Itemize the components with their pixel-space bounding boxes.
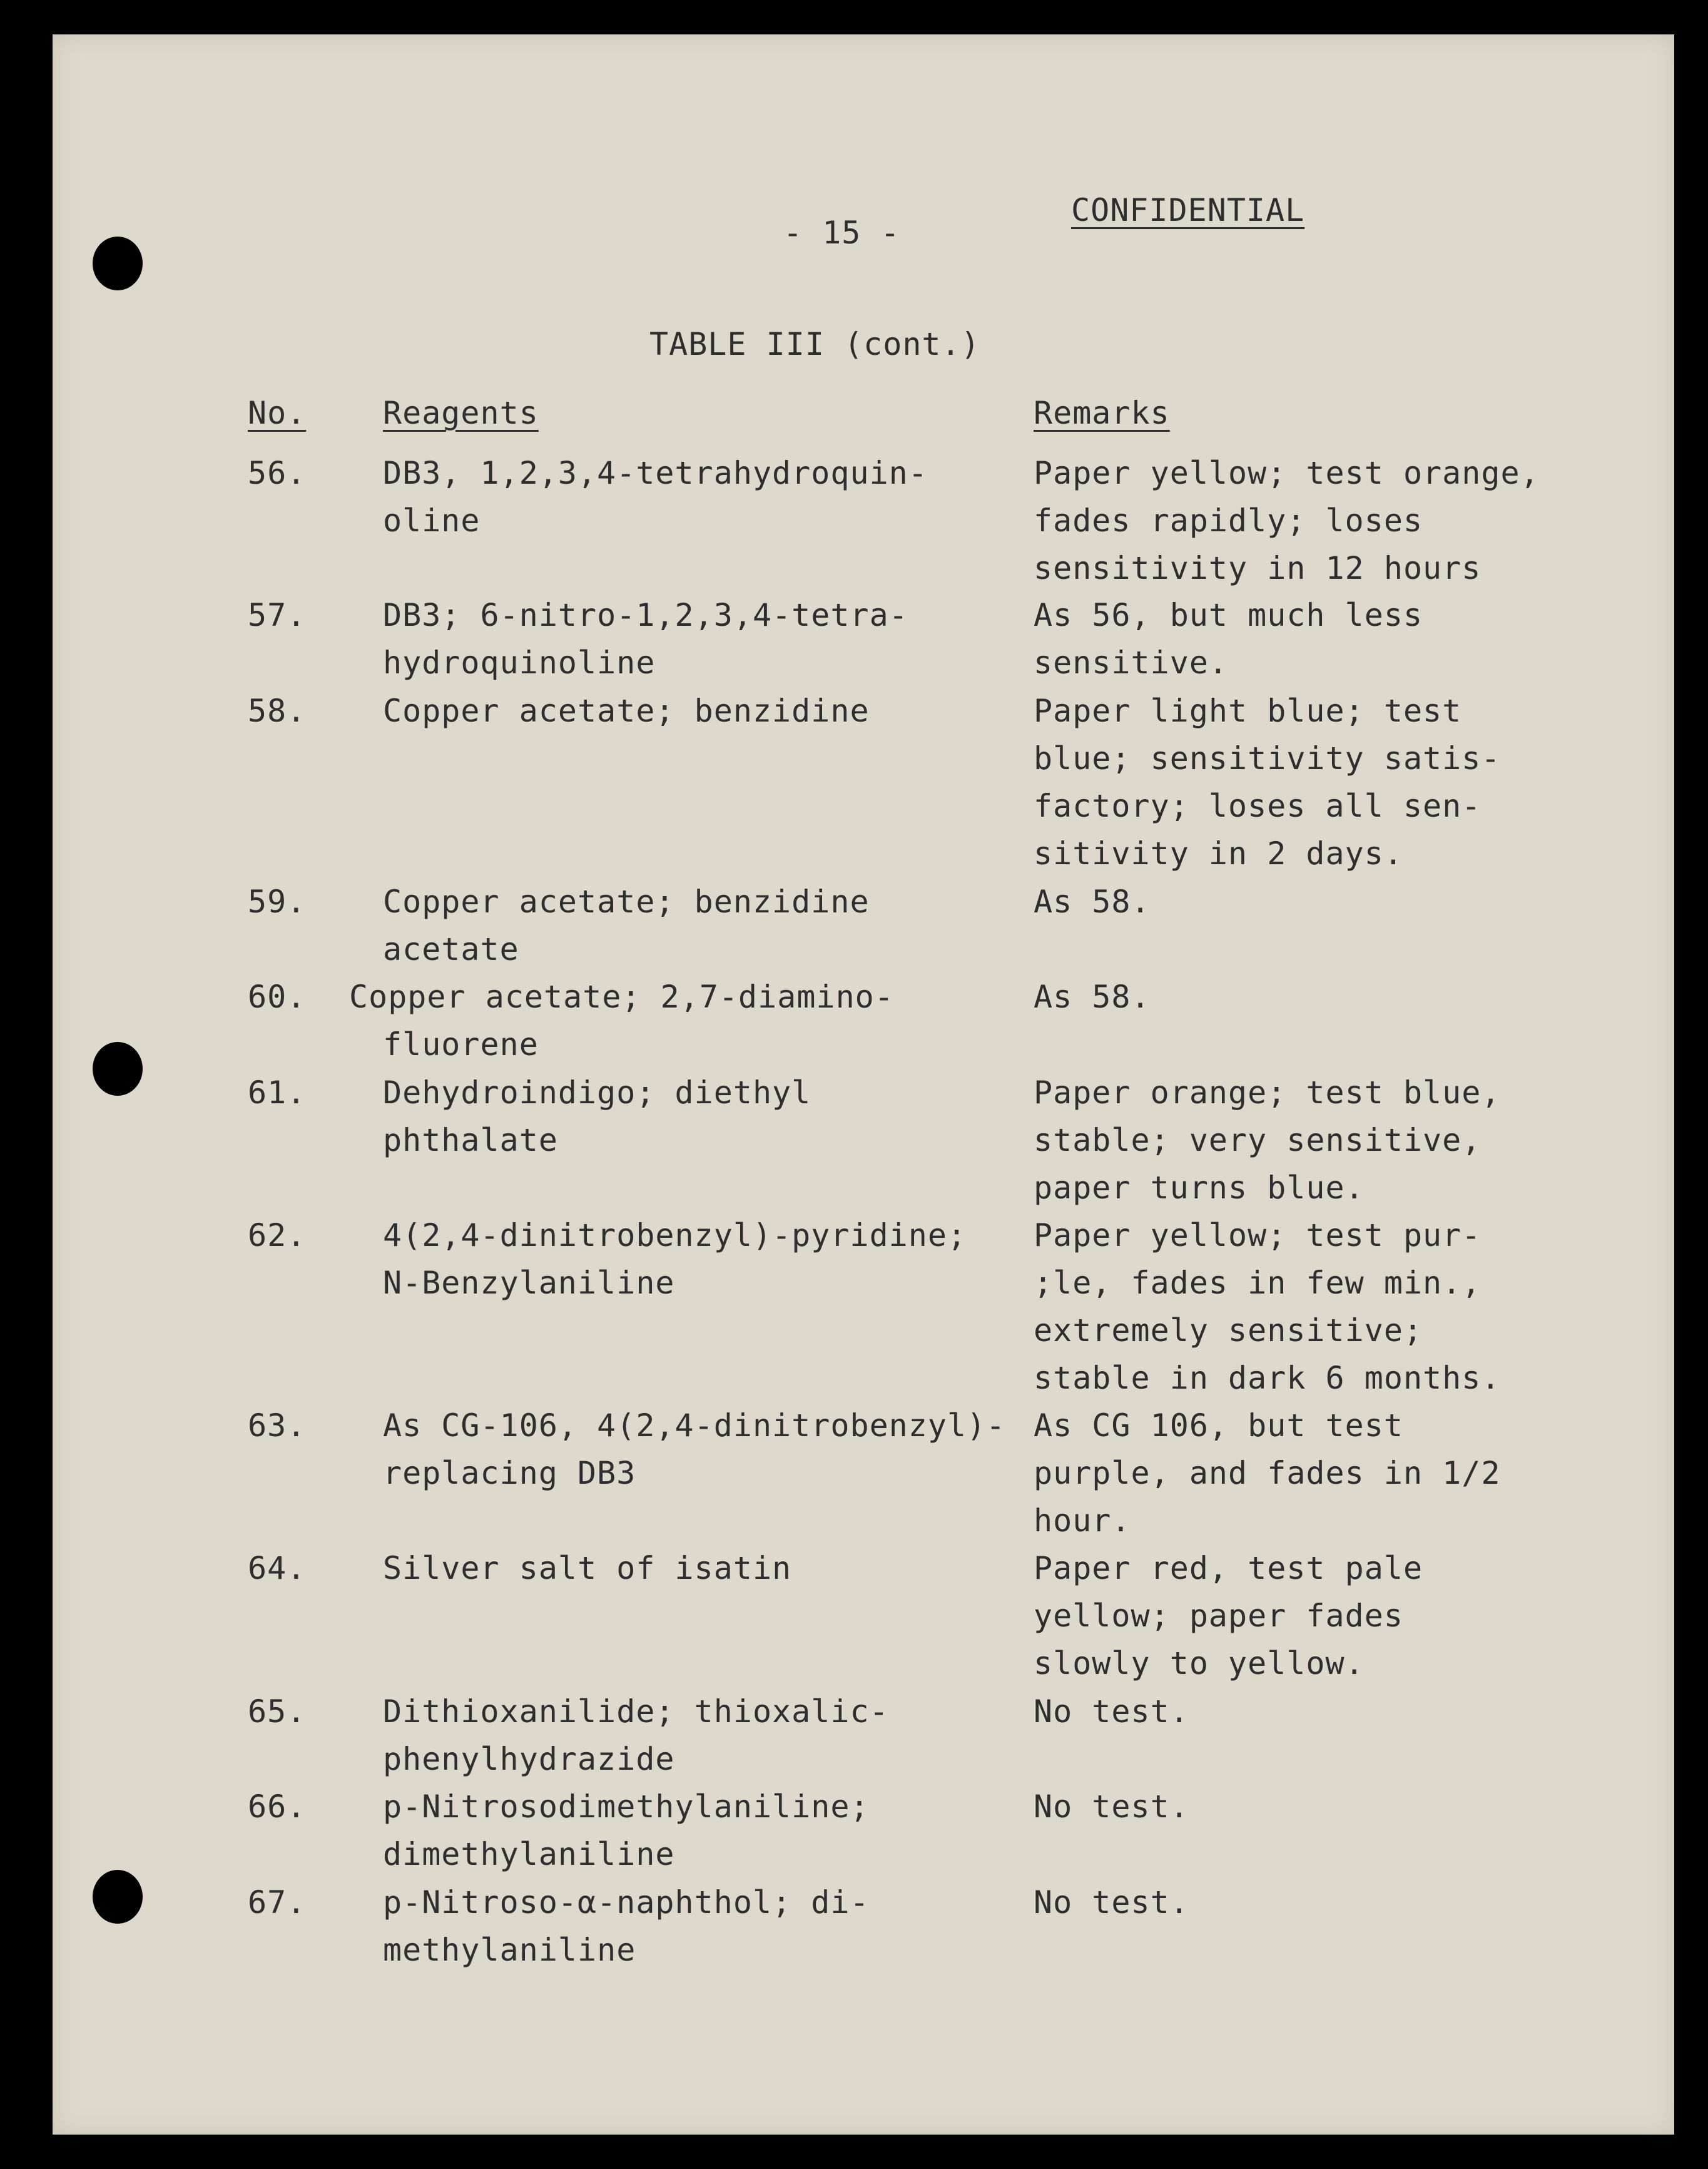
remark-line: sensitive. xyxy=(1034,645,1229,681)
row-number: 67. xyxy=(248,1884,307,1921)
column-header-no: No. xyxy=(248,395,307,431)
remark-line: As 58. xyxy=(1034,979,1151,1015)
reagent-line: replacing DB3 xyxy=(383,1455,636,1491)
reagent-line: methylaniline xyxy=(383,1932,636,1968)
reagent-line: dimethylaniline xyxy=(383,1836,675,1872)
remark-line: Paper yellow; test orange, xyxy=(1034,455,1540,491)
row-number: 62. xyxy=(248,1217,307,1253)
reagent-line: DB3; 6-nitro-1,2,3,4-tetra- xyxy=(383,597,908,633)
remark-line: extremely sensitive; xyxy=(1034,1312,1423,1349)
row-number: 64. xyxy=(248,1550,307,1586)
remark-line: Paper orange; test blue, xyxy=(1034,1074,1501,1111)
reagent-line: As CG-106, 4(2,4-dinitrobenzyl)- xyxy=(383,1407,1006,1444)
reagent-line: acetate xyxy=(383,931,519,967)
reagent-line: fluorene xyxy=(383,1026,539,1063)
remark-line: stable in dark 6 months. xyxy=(1034,1360,1501,1396)
remark-line: ;le, fades in few min., xyxy=(1034,1265,1482,1301)
reagent-line: hydroquinoline xyxy=(383,645,656,681)
row-number: 65. xyxy=(248,1693,307,1730)
remark-line: yellow; paper fades xyxy=(1034,1598,1403,1634)
reagent-line: DB3, 1,2,3,4-tetrahydroquin- xyxy=(383,455,928,491)
column-header-remarks: Remarks xyxy=(1034,395,1170,431)
row-number: 66. xyxy=(248,1789,307,1825)
row-number: 63. xyxy=(248,1407,307,1444)
remark-line: No test. xyxy=(1034,1693,1189,1730)
classification-stamp: CONFIDENTIAL xyxy=(1071,192,1305,228)
binder-hole-bottom xyxy=(93,1870,143,1924)
remark-line: factory; loses all sen- xyxy=(1034,788,1482,824)
remark-line: hour. xyxy=(1034,1503,1131,1539)
remark-line: fades rapidly; loses xyxy=(1034,503,1423,539)
reagent-line: phthalate xyxy=(383,1122,558,1158)
page-number: - 15 - xyxy=(783,215,900,251)
remark-line: slowly to yellow. xyxy=(1034,1645,1365,1682)
remark-line: As 58. xyxy=(1034,884,1151,920)
remark-line: sitivity in 2 days. xyxy=(1034,835,1403,872)
row-number: 58. xyxy=(248,693,307,729)
remark-line: stable; very sensitive, xyxy=(1034,1122,1482,1158)
remark-line: purple, and fades in 1/2 xyxy=(1034,1455,1501,1491)
remark-line: sensitivity in 12 hours xyxy=(1034,550,1482,586)
binder-hole-top xyxy=(93,237,143,290)
reagent-line: Dithioxanilide; thioxalic- xyxy=(383,1693,889,1730)
reagent-line: 4(2,4-dinitrobenzyl)-pyridine; xyxy=(383,1217,967,1253)
table-title: TABLE III (cont.) xyxy=(649,326,980,362)
reagent-line: Copper acetate; benzidine xyxy=(383,693,870,729)
remark-line: Paper red, test pale xyxy=(1034,1550,1423,1586)
row-number: 57. xyxy=(248,597,307,633)
reagent-line: N-Benzylaniline xyxy=(383,1265,675,1301)
remark-line: Paper light blue; test xyxy=(1034,693,1462,729)
reagent-line: phenylhydrazide xyxy=(383,1741,675,1777)
remark-line: No test. xyxy=(1034,1884,1189,1921)
remark-line: Paper yellow; test pur- xyxy=(1034,1217,1482,1253)
reagent-line: Silver salt of isatin xyxy=(383,1550,792,1586)
row-number: 60. xyxy=(248,979,307,1015)
reagent-line: Copper acetate; 2,7-diamino- xyxy=(349,979,894,1015)
column-header-reagents: Reagents xyxy=(383,395,539,431)
reagent-line: p-Nitroso-α-naphthol; di- xyxy=(383,1884,870,1921)
reagent-line: oline xyxy=(383,503,480,539)
remark-line: As 56, but much less xyxy=(1034,597,1423,633)
remark-line: paper turns blue. xyxy=(1034,1170,1365,1206)
row-number: 56. xyxy=(248,455,307,491)
remark-line: As CG 106, but test xyxy=(1034,1407,1403,1444)
reagent-line: Copper acetate; benzidine xyxy=(383,884,870,920)
row-number: 61. xyxy=(248,1074,307,1111)
row-number: 59. xyxy=(248,884,307,920)
reagent-line: Dehydroindigo; diethyl xyxy=(383,1074,811,1111)
reagent-line: p-Nitrosodimethylaniline; xyxy=(383,1789,870,1825)
remark-line: No test. xyxy=(1034,1789,1189,1825)
binder-hole-middle xyxy=(93,1042,143,1096)
remark-line: blue; sensitivity satis- xyxy=(1034,740,1501,777)
